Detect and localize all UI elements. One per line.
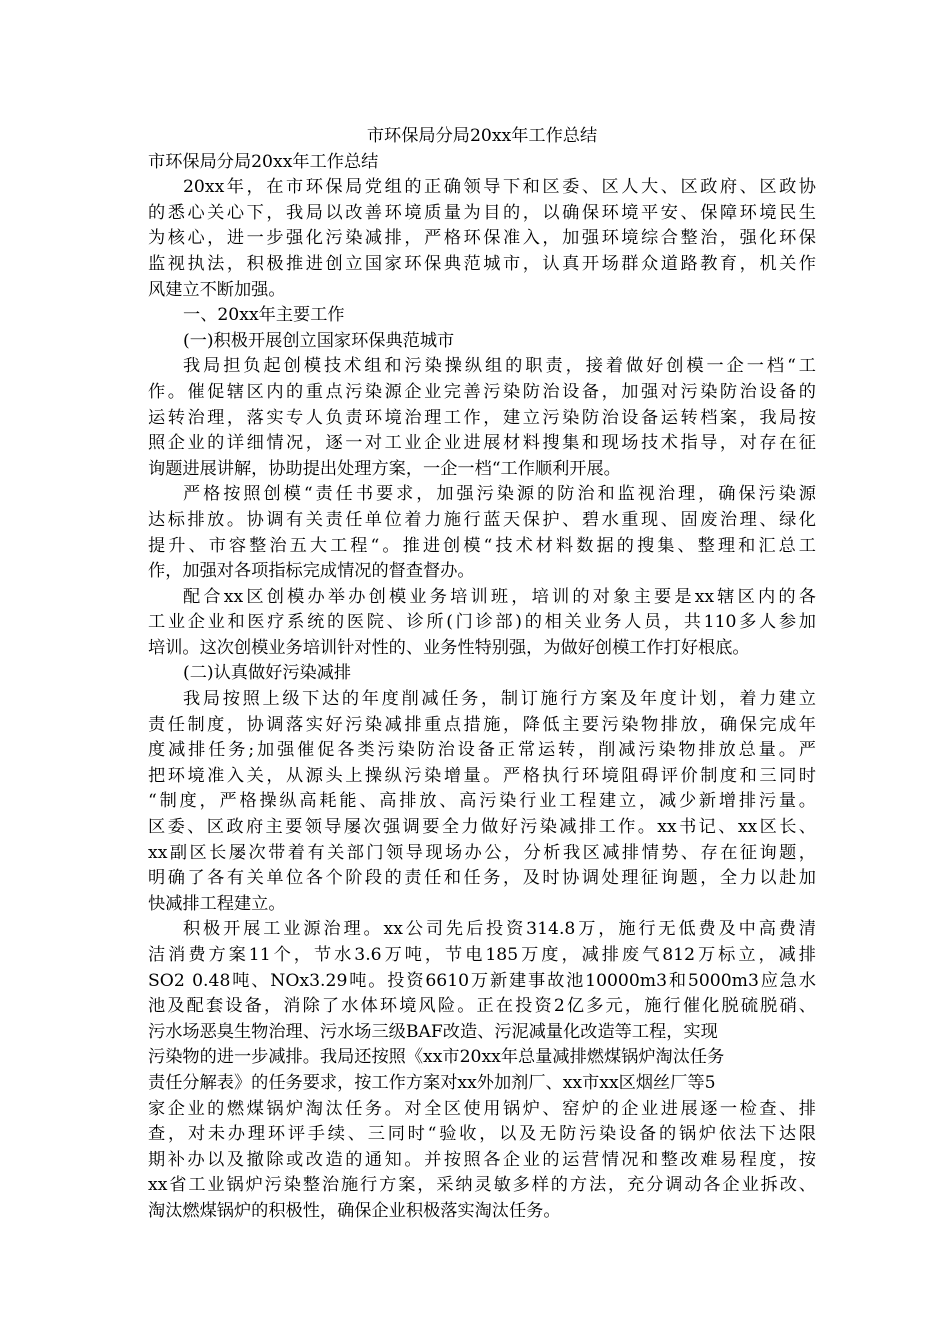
body-line: 严格按照创模“责任书要求，加强污染源的防治和监视治理，确保污染源 <box>183 484 816 505</box>
body-line: 明确了各有关单位各个阶段的责任和任务，及时协调处理征询题，全力以赴加 <box>148 868 816 889</box>
body-line: (二)认真做好污染减排 <box>183 663 352 684</box>
body-line: 提升、市容整治五大工程“。推进创模“技术材料数据的搜集、整理和汇总工 <box>148 535 816 556</box>
body-line: 期补办以及撤除或改造的通知。并按照各企业的运营情况和整改难易程度，按 <box>148 1149 816 1170</box>
body-line: 监视执法，积极推进创立国家环保典范城市，认真开场群众道路教育，机关作 <box>148 253 816 274</box>
body-line: xx副区长屡次带着有关部门领导现场办公，分析我区减排情势、存在征询题， <box>148 842 816 863</box>
body-line: SO2 0.48吨、NOx3.29吨。投资6610万新建事故池10000m3和5000m3应急水 <box>148 970 816 991</box>
document-page <box>148 124 816 1225</box>
body-line: 为核心，进一步强化污染减排，严格环保准入，加强环境综合整治，强化环保 <box>148 228 816 249</box>
body-line: 风建立不断加强。 <box>148 279 286 300</box>
body-line: 工业企业和医疗系统的医院、诊所(门诊部)的相关业务人员，共110多人参加 <box>148 612 816 633</box>
body-line: 配合xx区创模办举办创模业务培训班，培训的对象主要是xx辖区内的各 <box>183 586 816 607</box>
body-line: (一)积极开展创立国家环保典范城市 <box>183 330 455 351</box>
body-line: 作。催促辖区内的重点污染源企业完善污染防治设备，加强对污染防治设备的 <box>148 381 816 402</box>
body-line: 责任制度，协调落实好污染减排重点措施，降低主要污染物排放，确保完成年 <box>148 714 816 735</box>
body-line: 区委、区政府主要领导屡次强调要全力做好污染减排工作。xx书记、xx区长、 <box>148 817 816 838</box>
body-line: 积极开展工业源治理。xx公司先后投资314.8万，施行无低费及中高费清 <box>183 919 816 940</box>
body-line: 池及配套设备，消除了水体环境风险。正在投资2亿多元，施行催化脱硫脱硝、 <box>148 996 816 1017</box>
body-line: 家企业的燃煤锅炉淘汰任务。对全区使用锅炉、窑炉的企业进展逐一检查、排 <box>148 1098 816 1119</box>
body-line: 照企业的详细情况，逐一对工业企业进展材料搜集和现场技术指导，对存在征 <box>148 433 816 454</box>
body-line: 责任分解表》的任务要求，按工作方案对xx外加剂厂、xx市xx区烟丝厂等5 <box>148 1072 716 1093</box>
document-subtitle: 市环保局分局20xx年工作总结 <box>148 151 379 172</box>
body-line: 一、20xx年主要工作 <box>183 305 345 326</box>
body-line: 淘汰燃煤锅炉的积极性，确保企业积极落实淘汰任务。 <box>148 1200 561 1221</box>
body-line: 的悉心关心下，我局以改善环境质量为目的，以确保环境平安、保障环境民生 <box>148 202 816 223</box>
body-line: 培训。这次创模业务培训针对性的、业务性特别强，为做好创模工作打好根底。 <box>148 637 750 658</box>
body-line: 污染物的进一步减排。我局还按照《xx市20xx年总量减排燃煤锅炉淘汰任务 <box>148 1047 725 1068</box>
body-line: 查，对未办理环评手续、三同时“验收，以及无防污染设备的锅炉依法下达限 <box>148 1124 816 1145</box>
body-line: 20xx年，在市环保局党组的正确领导下和区委、区人大、区政府、区政协 <box>183 177 816 198</box>
body-line: xx省工业锅炉污染整治施行方案，采纳灵敏多样的方法，充分调动各企业拆改、 <box>148 1175 816 1196</box>
body-line: 运转治理，落实专人负责环境治理工作，建立污染防治设备运转档案，我局按 <box>148 407 816 428</box>
body-line: 询题进展讲解，协助提出处理方案，一企一档“工作顺利开展。 <box>148 458 621 479</box>
body-line: 我局担负起创模技术组和污染操纵组的职责，接着做好创模一企一档“工 <box>183 356 816 377</box>
body-line: 洁消费方案11个，节水3.6万吨，节电185万度，减排废气812万标立，减排 <box>148 945 816 965</box>
document-body <box>148 175 816 1224</box>
body-line: 污水场恶臭生物治理、污水场三级BAF改造、污泥减量化改造等工程，实现 <box>148 1021 718 1042</box>
body-line: 我局按照上级下达的年度削减任务，制订施行方案及年度计划，着力建立 <box>183 689 816 710</box>
body-line: 达标排放。协调有关责任单位着力施行蓝天保护、碧水重现、固废治理、绿化 <box>148 509 816 530</box>
body-line: 度减排任务;加强催促各类污染防治设备正常运转，削减污染物排放总量。严 <box>148 740 816 761</box>
body-line: “制度，严格操纵高耗能、高排放、高污染行业工程建立，减少新增排污量。 <box>148 791 816 812</box>
body-line: 把环境准入关，从源头上操纵污染增量。严格执行环境阻碍评价制度和三同时 <box>148 765 816 786</box>
body-line: 快减排工程建立。 <box>148 893 286 914</box>
body-line: 作，加强对各项指标完成情况的督查督办。 <box>148 561 475 582</box>
document-title: 市环保局分局20xx年工作总结 <box>366 126 598 146</box>
